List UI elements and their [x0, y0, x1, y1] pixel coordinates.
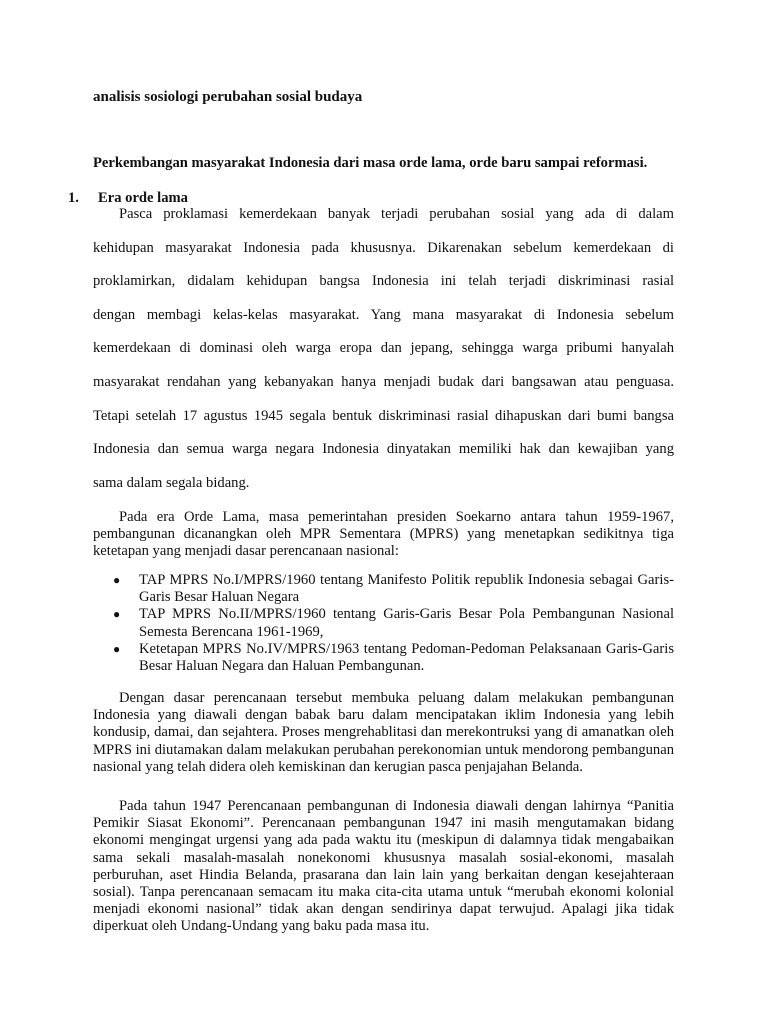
paragraph-1 — [93, 204, 674, 506]
paragraph-1-line: proklamirkan, didalam kehidupan bangsa Indonesia ini telah terjadi diskriminasi rasial — [93, 273, 674, 290]
paragraph-1-line: dengan membagi kelas-kelas masyarakat. Yang mana masyarakat di Indonesia sebelum — [93, 306, 674, 323]
paragraph-1-line: Indonesia dan semua warga negara Indonesia dinyatakan memiliki hak dan kewajiban yang — [93, 441, 674, 458]
paragraph-1-line: sama dalam segala bidang. — [93, 474, 250, 491]
bullet-text: TAP MPRS No.II/MPRS/1960 tentang Garis-Garis Besar Pola Pembangunan Nasional Semesta Berencana 1961-1969, — [139, 606, 674, 640]
era-number: 1. — [68, 190, 79, 206]
paragraph-1-line: masyarakat rendahan yang kebanyakan hanya menjadi budak dari bangsawan atau penguasa. — [93, 373, 674, 390]
bullet-icon: ● — [113, 641, 121, 656]
bullet-list — [93, 572, 674, 675]
document-title: analisis sosiologi perubahan sosial budaya — [93, 89, 363, 105]
era-title: Era orde lama — [98, 190, 188, 206]
bullet-icon: ● — [113, 607, 121, 622]
paragraph-1-line: kemerdekaan di dominasi oleh warga eropa dan jepang, sehingga warga pribumi hanyalah — [93, 340, 674, 357]
bullet-item — [93, 572, 674, 606]
paragraph-1-line: kehidupan masyarakat Indonesia pada khususnya. Dikarenakan sebelum kemerdekaan di — [93, 239, 674, 256]
section-heading: Perkembangan masyarakat Indonesia dari masa orde lama, orde baru sampai reformasi. — [93, 155, 648, 171]
paragraph-3: Dengan dasar perencanaan tersebut membuka peluang dalam melakukan pembangunan Indonesia yang diawali dengan babak baru dalam mencipatakan iklim Indonesia yang lebih kondusip, damai, dan sejahtera. Proses mengrehablitasi dan merekontruksi yang di amanatkan oleh MPRS ini diutamakan dalam melakukan perubahan perekonomian untuk mendorong pembangunan nasional yang telah didera oleh kemiskinan dan kerugian pasca penjajahan Belanda. — [93, 690, 674, 775]
paragraph-2: Pada era Orde Lama, masa pemerintahan presiden Soekarno antara tahun 1959-1967, pembangunan dicanangkan oleh MPR Sementara (MPRS) yang menetapkan sedikitnya tiga ketetapan yang menjadi dasar perencanaan nasional: — [93, 509, 674, 560]
bullet-item — [93, 641, 674, 675]
paragraph-1-line: Pasca proklamasi kemerdekaan banyak terjadi perubahan sosial yang ada di dalam — [119, 206, 674, 222]
paragraph-1-line: Tetapi setelah 17 agustus 1945 segala bentuk diskriminasi rasial dihapuskan dari bumi bangsa — [93, 407, 674, 424]
bullet-text: Ketetapan MPRS No.IV/MPRS/1963 tentang Pedoman-Pedoman Pelaksanaan Garis-Garis Besar Haluan Negara dan Haluan Pembangunan. — [139, 640, 674, 675]
bullet-text: TAP MPRS No.I/MPRS/1960 tentang Manifesto Politik republik Indonesia sebagai Garis-Garis Besar Haluan Negara — [139, 572, 674, 606]
paragraph-4: Pada tahun 1947 Perencanaan pembangunan di Indonesia diawali dengan lahirnya “Panitia Pemikir Siasat Ekonomi”. Perencanaan pembangunan 1947 ini masih mengutamakan bidang ekonomi mengingat urgensi yang ada pada waktu itu (meskipun di dalamnya tidak mengabaikan sama sekali masalah-masalah nonekonomi khususnya masalah sosial-ekonomi, masalah perburuhan, aset Hindia Belanda, prasarana dan lain lain yang berkaitan dengan kesejahteraan sosial). Tanpa perencanaan semacam itu maka cita-cita utama untuk “merubah ekonomi kolonial menjadi ekonomi nasional” tidak akan dengan sendirinya dapat terwujud. Apalagi jika tidak diperkuat oleh Undang-Undang yang baku pada masa itu. — [93, 798, 674, 935]
bullet-icon: ● — [113, 573, 121, 587]
bullet-item — [93, 606, 674, 640]
